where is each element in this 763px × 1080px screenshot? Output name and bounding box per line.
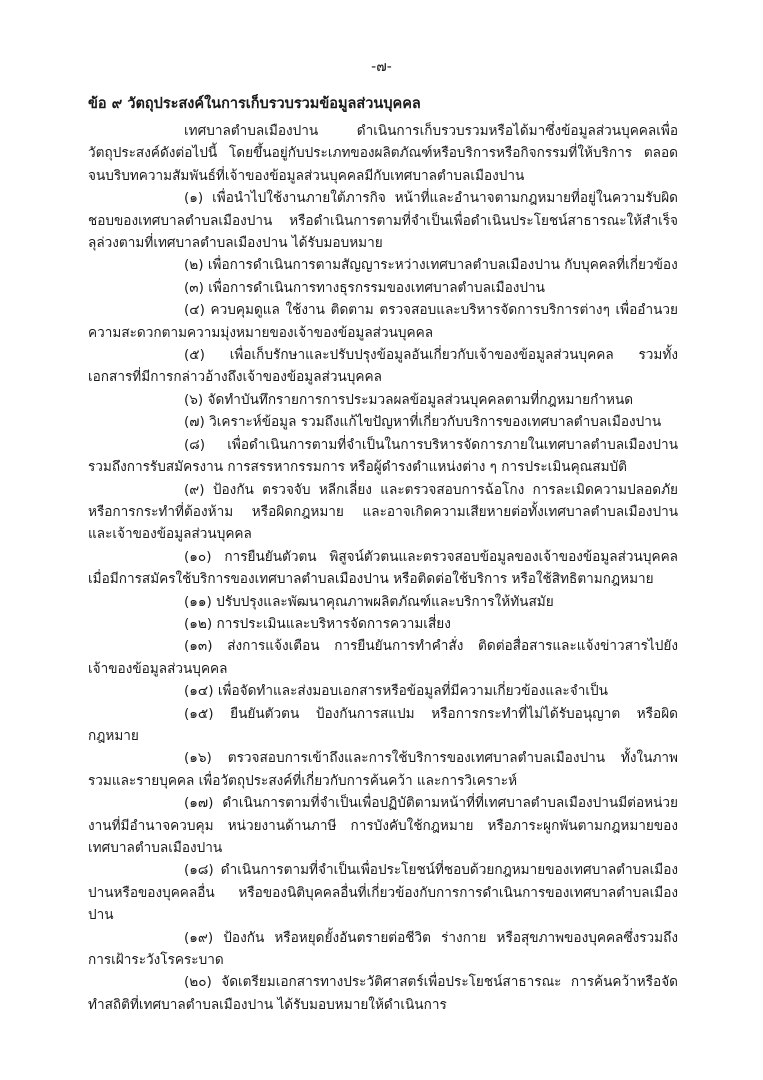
- list-item: (๙) ป้องกัน ตรวจจับ หลีกเลี่ยง และตรวจสอบการฉ้อโกง การละเมิดความปลอดภัย หรือการกระทำที่ต้องห้าม หรือผิดกฎหมาย และอาจเกิดความเสียหายต่อทั้งเทศบาลตำบลเมืองปาน และเจ้าของข้อมูลส่วนบุคคล: [88, 481, 678, 543]
- list-item: (๑๕) ยืนยันตัวตน ป้องกันการสแปม หรือการกระทำที่ไม่ได้รับอนุญาต หรือผิดกฎหมาย: [88, 705, 678, 744]
- section-heading: ข้อ ๙ วัตถุประสงค์ในการเก็บรวบรวมข้อมูลส่วนบุคคล: [88, 96, 421, 112]
- list-item: (๖) จัดทำบันทึกรายการการประมวลผลข้อมูลส่วนบุคคลตามที่กฎหมายกำหนด: [184, 391, 634, 408]
- list-item: (๑๘) ดำเนินการตามที่จำเป็นเพื่อประโยชน์ที่ชอบด้วยกฎหมายของเทศบาลตำบลเมืองปานหรือของบุคคลอื่น หรือของนิติบุคคลอื่นที่เกี่ยวข้องกับการการดำเนินการของเทศบาลตำบลเมืองปาน: [88, 862, 678, 924]
- list-item: (๒) เพื่อการดำเนินการตามสัญญาระหว่างเทศบาลตำบลเมืองปาน กับบุคคลที่เกี่ยวข้อง: [184, 257, 678, 274]
- list-item: (๕) เพื่อเก็บรักษาและปรับปรุงข้อมูลอันเกี่ยวกับเจ้าของข้อมูลส่วนบุคคล รวมทั้งเอกสารที่มีการกล่าวอ้างถึงเจ้าของข้อมูลส่วนบุคคล: [88, 347, 678, 386]
- page-number: -๗-: [371, 59, 392, 75]
- list-item: (๗) วิเคราะห์ข้อมูล รวมถึงแก้ไขปัญหาที่เกี่ยวกับบริการของเทศบาลตำบลเมืองปาน: [184, 414, 662, 431]
- list-item: (๑๐) การยืนยันตัวตน พิสูจน์ตัวตนและตรวจสอบข้อมูลของเจ้าของข้อมูลส่วนบุคคล เมื่อมีการสมัครใช้บริการของเทศบาลตำบลเมืองปาน หรือติดต่อใช้บริการ หรือใช้สิทธิตามกฎหมาย: [88, 548, 678, 588]
- intro-paragraph: เทศบาลตำบลเมืองปาน ดำเนินการเก็บรวบรวมหรือได้มาซึ่งข้อมูลส่วนบุคคลเพื่อวัตถุประสงค์ดังต่อไปนี้ โดยขึ้นอยู่กับประเภทของผลิตภัณฑ์หรือบริการหรือกิจกรรมที่ให้บริการ ตลอดจนบริบทความสัมพันธ์ที่เจ้าของข้อมูลส่วนบุคคลมีกับเทศบาลตำบลเมืองปาน: [88, 123, 678, 184]
- list-item: (๑๙) ป้องกัน หรือหยุดยั้งอันตรายต่อชีวิต ร่างกาย หรือสุขภาพของบุคคลซึ่งรวมถึงการเฝ้าระวังโรคระบาด: [88, 929, 678, 969]
- list-item: (๑๒) การประเมินและบริหารจัดการความเสี่ยง: [184, 615, 451, 632]
- list-item: (๑๗) ดำเนินการตามที่จำเป็นเพื่อปฏิบัติตามหน้าที่ที่เทศบาลตำบลเมืองปานมีต่อหน่วยงานที่มีอำนาจควบคุม หน่วยงานด้านภาษี การบังคับใช้กฎหมาย หรือภาระผูกพันตามกฎหมายของเทศบาลตำบลเมืองปาน: [88, 795, 678, 856]
- list-item: (๓) เพื่อการดำเนินการทางธุรกรรมของเทศบาลตำบลเมืองปาน: [184, 279, 545, 296]
- list-item: (๔) ควบคุมดูแล ใช้งาน ติดตาม ตรวจสอบและบริหารจัดการบริการต่างๆ เพื่ออำนวยความสะดวกตามความมุ่งหมายของเจ้าของข้อมูลส่วนบุคคล: [88, 302, 678, 341]
- list-item: (๑๑) ปรับปรุงและพัฒนาคุณภาพผลิตภัณฑ์และบริการให้ทันสมัย: [184, 593, 554, 610]
- list-item: (๒๐) จัดเตรียมเอกสารทางประวัติศาสตร์เพื่อประโยชน์สาธารณะ การค้นคว้าหรือจัดทำสถิติที่เทศบาลตำบลเมืองปาน ได้รับมอบหมายให้ดำเนินการ: [88, 974, 678, 1013]
- list-item: (๑) เพื่อนำไปใช้งานภายใต้ภารกิจ หน้าที่และอำนาจตามกฎหมายที่อยู่ในความรับผิดชอบของเทศบาลตำบลเมืองปาน หรือดำเนินการตามที่จำเป็นเพื่อดำเนินประโยชน์สาธารณะให้สำเร็จลุล่วงตามที่เทศบาลตำบลเมืองปาน ได้รับมอบหมาย: [88, 190, 678, 252]
- list-item: (๑๖) ตรวจสอบการเข้าถึงและการใช้บริการของเทศบาลตำบลเมืองปาน ทั้งในภาพรวมและรายบุคคล เพื่อวัตถุประสงค์ที่เกี่ยวกับการค้นคว้า และการวิเคราะห์: [88, 750, 678, 789]
- list-item: (๘) เพื่อดำเนินการตามที่จำเป็นในการบริหารจัดการภายในเทศบาลตำบลเมืองปาน รวมถึงการรับสมัครงาน การสรรหากรรมการ หรือผู้ดำรงตำแหน่งต่าง ๆ การประเมินคุณสมบัติ: [88, 436, 678, 476]
- list-item: (๑๓) ส่งการแจ้งเตือน การยืนยันการทำคำสั่ง ติดต่อสื่อสารและแจ้งข่าวสารไปยังเจ้าของข้อมูลส่วนบุคคล: [88, 638, 678, 677]
- list-item: (๑๔) เพื่อจัดทำและส่งมอบเอกสารหรือข้อมูลที่มีความเกี่ยวข้องและจำเป็น: [184, 683, 608, 700]
- body-text: [88, 120, 678, 1016]
